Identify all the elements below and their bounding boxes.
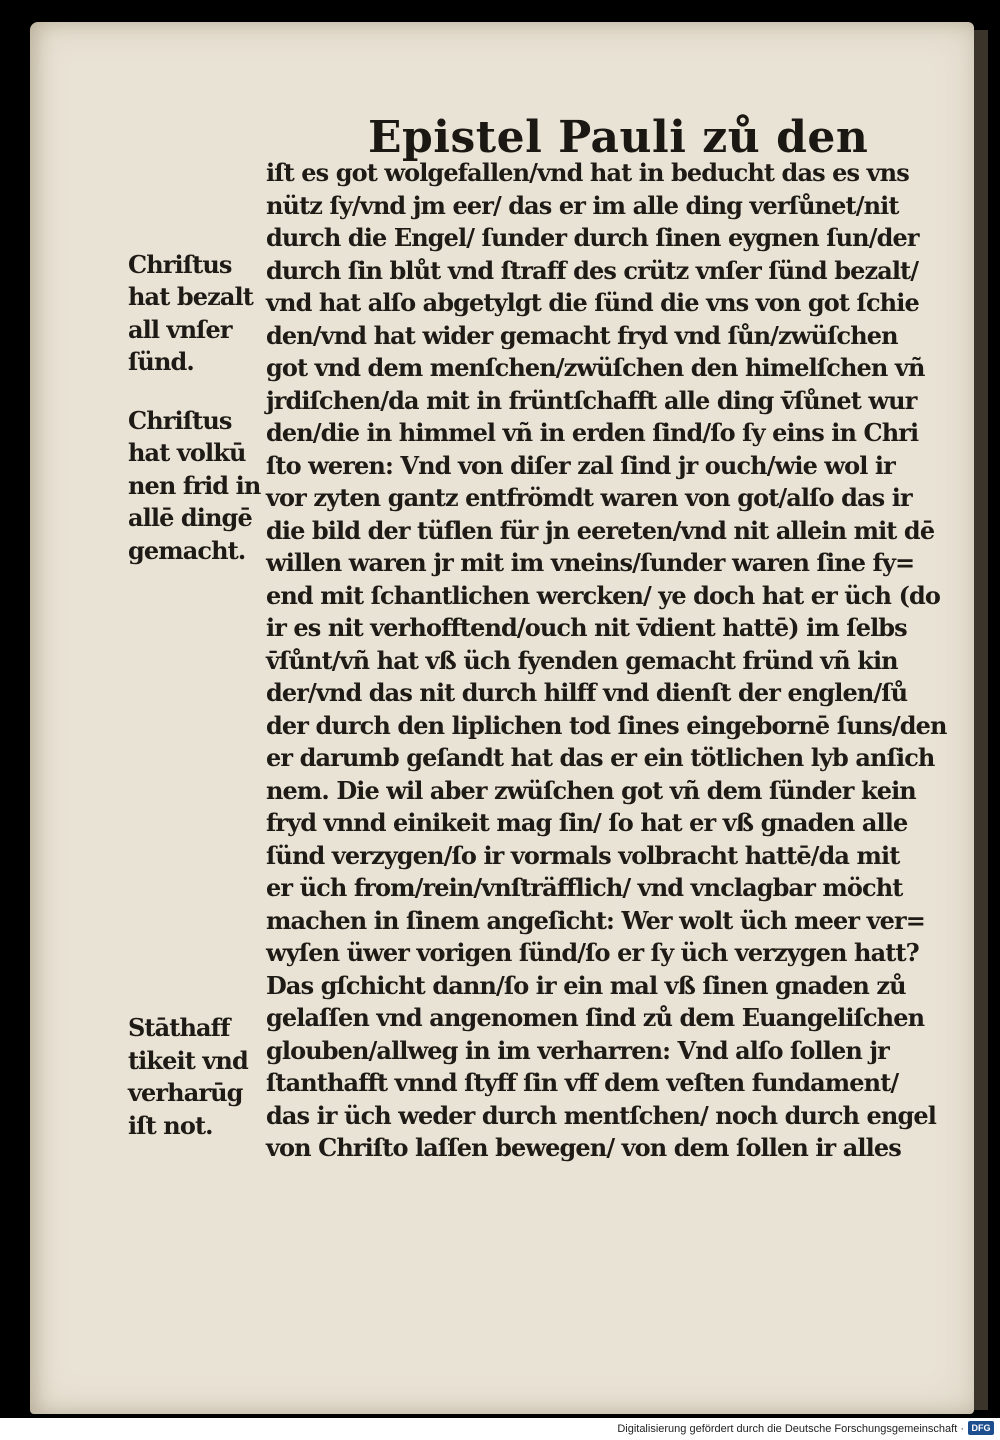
text-line: den/die in himmel vñ in erden ſind/ſo ſy eins in Chri xyxy=(266,418,919,447)
text-line: ſünd verzygen/ſo ir vormals volbracht hattē/da mit xyxy=(266,840,900,870)
margin-note-line: gemacht. xyxy=(128,535,246,565)
text-line: der/vnd das nit durch hilff vnd dienſt der englen/ſů xyxy=(266,678,908,707)
text-line: nütz ſy/vnd jm eer/ das er im alle ding verſůnet/nit xyxy=(266,190,899,220)
margin-note-line: Chriſtus xyxy=(128,249,232,279)
margin-note-line: iſt not. xyxy=(128,1110,213,1140)
text-line: die bild der tüflen für jn eereten/vnd nit allein mit dē xyxy=(266,515,935,545)
text-line: das ir üch weder durch mentſchen/ noch durch engel xyxy=(266,1100,936,1130)
text-line: Das gſchicht dann/ſo ir ein mal vß ſinen gnaden zů xyxy=(266,970,906,1000)
margin-note-line: tikeit vnd xyxy=(128,1045,248,1075)
text-line: end mit ſchantlichen wercken/ ye doch hat er üch (do xyxy=(266,580,941,610)
text-line: ſtanthafft vnnd ſtyff ſin vff dem veſten fundament/ xyxy=(266,1068,899,1097)
margin-note-line: hat volkū xyxy=(128,438,246,467)
text-line: durch die Engel/ ſunder durch ſinen eygnen ſun/der xyxy=(266,223,919,252)
text-line: ir es nit verhofftend/ouch nit v̄dient hattē) im ſelbs xyxy=(266,613,907,642)
text-line: jrdiſchen/da mit in früntſchafft alle ding v̄ſůnet wur xyxy=(266,385,917,415)
dfg-logo xyxy=(968,1421,994,1435)
text-line: vor zyten gantz entfrömdt waren von got/alſo das ir xyxy=(266,483,912,512)
text-line: er üch from/rein/vnſträfflich/ vnd vnclagbar möcht xyxy=(266,873,903,902)
page-edge xyxy=(974,30,988,1410)
margin-note-line: all vnſer xyxy=(128,314,232,344)
margin-note-line: Chriſtus xyxy=(128,405,232,435)
margin-note-line: hat bezalt xyxy=(128,282,253,311)
margin-note-line: verharūg xyxy=(128,1078,243,1108)
margin-note-line: ſünd. xyxy=(128,347,194,376)
text-line: wyſen üwer vorigen ſünd/ſo er ſy üch verzygen hatt? xyxy=(266,938,919,967)
margin-note-line: Stāthaff xyxy=(128,1013,230,1043)
text-line: ſto weren: Vnd von diſer zal ſind jr ouch/wie wol ir xyxy=(266,450,895,480)
text-line: er darumb geſandt hat das er ein tötlichen lyb anſich xyxy=(266,743,935,772)
footer-bar xyxy=(0,1418,1000,1440)
text-line: der durch den liplichen tod ſines eingebornē ſuns/den xyxy=(266,710,947,740)
text-line: gelaſſen vnd angenomen ſind zů dem Euangeliſchen xyxy=(266,1003,925,1032)
dfg-logo-text: DFG xyxy=(971,1423,991,1433)
text-line: glouben/allweg in im verharren: Vnd alſo ſollen jr xyxy=(266,1035,889,1065)
text-line: fryd vnnd einikeit mag ſin/ ſo hat er vß gnaden alle xyxy=(266,808,908,837)
text-line: machen in ſinem angeſicht: Wer wolt üch meer ver= xyxy=(266,905,925,935)
text-line: got vnd dem menſchen/zwüſchen den himelſchen vñ xyxy=(266,353,925,382)
text-line: willen waren jr mit im vneins/ſunder waren ſine fy= xyxy=(266,548,915,577)
text-line: den/vnd hat wider gemacht fryd vnd ſůn/zwüſchen xyxy=(266,320,898,350)
text-line: iſt es got wolgefallen/vnd hat in beducht das es vns xyxy=(266,158,909,187)
margin-note-line: allē dingē xyxy=(128,503,252,532)
text-line: durch ſin blůt vnd ſtraff des crütz vnſer ſünd bezalt/ xyxy=(266,255,919,285)
text-line: vnd hat alſo abgetylgt die ſünd die vns von got ſchie xyxy=(266,288,919,317)
running-title: Epistel Pauli zů den xyxy=(368,112,869,163)
margin-note-line: nen frid in xyxy=(128,470,261,500)
text-line: von Chriſto laſſen bewegen/ von dem ſollen ir alles xyxy=(266,1133,901,1162)
text-line: nem. Die wil aber zwüſchen got vñ dem ſünder kein xyxy=(266,775,916,805)
funding-credit: Digitalisierung gefördert durch die Deutsche Forschungsgemeinschaft · xyxy=(617,1423,964,1435)
text-line: v̄ſůnt/vñ hat vß üch fyenden gemacht fründ vñ kin xyxy=(266,645,898,675)
